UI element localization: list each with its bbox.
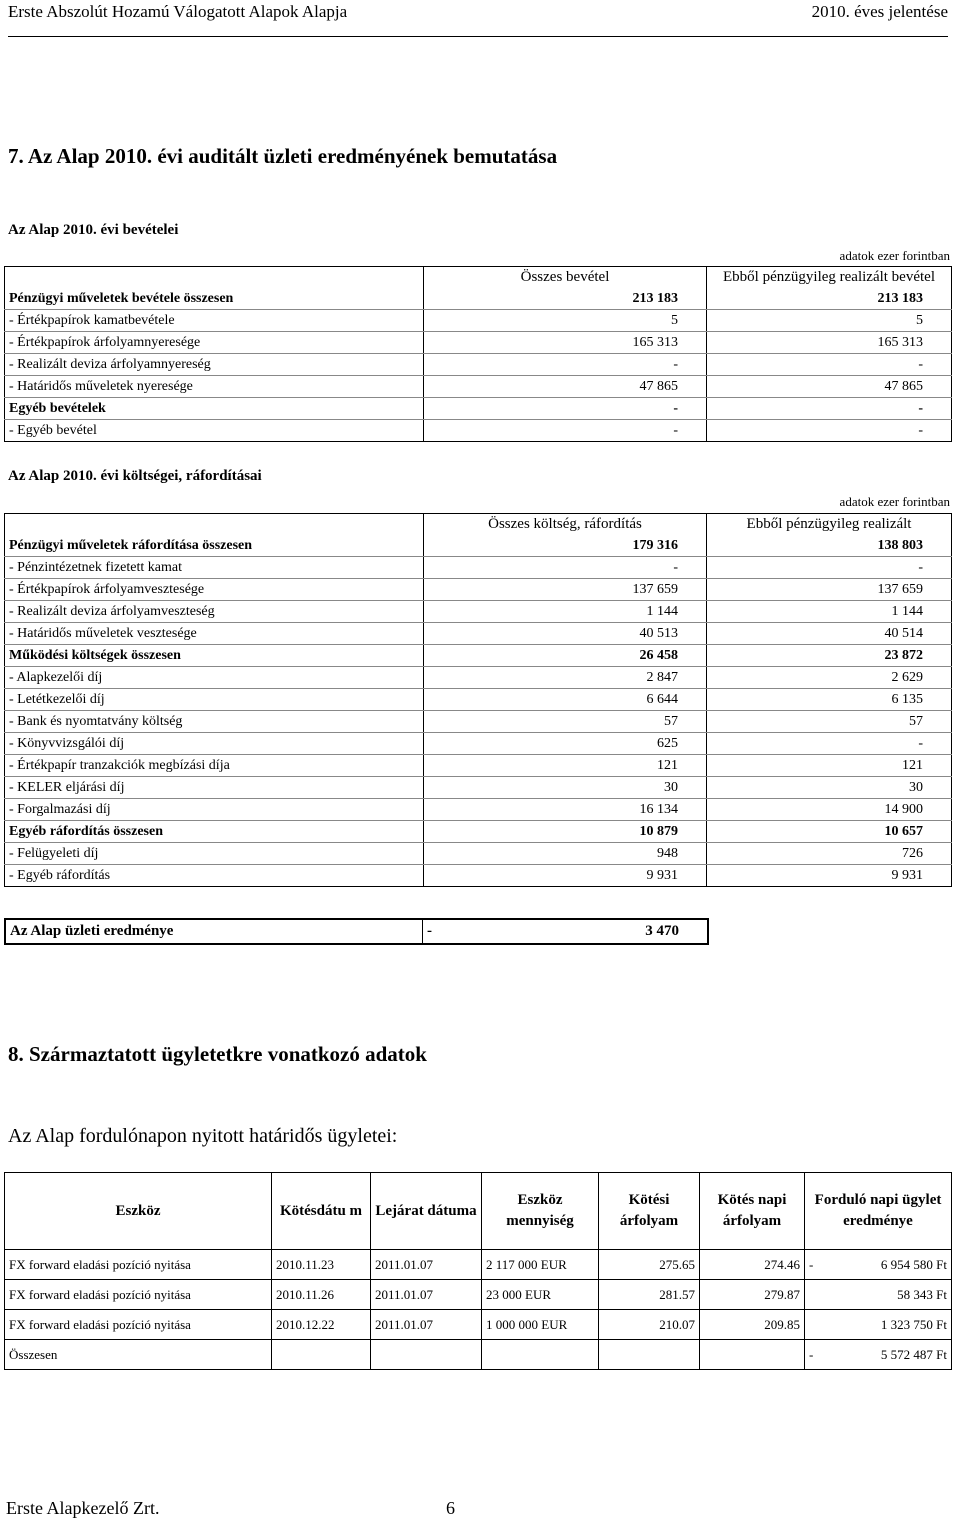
costs-row-total: 26 458 — [424, 645, 707, 667]
costs-row-total: 57 — [424, 711, 707, 733]
fx-trade-date: 2010.12.22 — [272, 1310, 371, 1340]
header-divider — [8, 36, 948, 37]
business-result-label: Az Alap üzleti eredménye — [5, 919, 423, 944]
fx-result-amount: 1 323 750 Ft — [880, 1316, 947, 1332]
costs-row — [5, 667, 952, 689]
fx-maturity: 2011.01.07 — [371, 1310, 482, 1340]
fx-total-sign: - — [809, 1346, 814, 1362]
fx-table-header — [5, 1173, 952, 1250]
costs-row-realized: 6 135 — [707, 689, 952, 711]
fx-strike: 281.57 — [599, 1280, 700, 1310]
income-unit-note: adatok ezer forintban — [839, 248, 950, 263]
costs-row-total: 30 — [424, 777, 707, 799]
income-row-total: - — [424, 354, 707, 376]
costs-row-total: 6 644 — [424, 689, 707, 711]
costs-row-realized: - — [707, 733, 952, 755]
costs-row-label: - Értékpapír tranzakciók megbízási díja — [5, 755, 424, 777]
costs-row-label: - Könyvvizsgálói díj — [5, 733, 424, 755]
income-row-label: Pénzügyi műveletek bevétele összesen — [5, 288, 424, 310]
section-7-title: 7. Az Alap 2010. évi auditált üzleti eredményének bemutatása — [8, 144, 558, 168]
costs-row-label: Pénzügyi műveletek ráfordítása összesen — [5, 535, 424, 557]
costs-row-label: - Forgalmazási díj — [5, 799, 424, 821]
fx-total-empty — [272, 1340, 371, 1370]
costs-row-total: 2 847 — [424, 667, 707, 689]
costs-row-realized: 57 — [707, 711, 952, 733]
costs-row-total: 179 316 — [424, 535, 707, 557]
costs-row-realized: 726 — [707, 843, 952, 865]
fx-total-empty — [371, 1340, 482, 1370]
income-row — [5, 354, 952, 376]
costs-row — [5, 733, 952, 755]
header-fund-name: Erste Abszolút Hozamú Válogatott Alapok Alapja — [8, 2, 348, 21]
income-row — [5, 420, 952, 442]
income-row-realized: - — [707, 354, 952, 376]
costs-row — [5, 579, 952, 601]
fx-head-quantity: Eszköz mennyiség — [482, 1173, 599, 1250]
fx-asset: FX forward eladási pozíció nyitása — [5, 1280, 272, 1310]
costs-row-label: - Alapkezelői díj — [5, 667, 424, 689]
income-row-total: 5 — [424, 310, 707, 332]
costs-row — [5, 711, 952, 733]
costs-row-total: 1 144 — [424, 601, 707, 623]
fx-total-label: Összesen — [5, 1340, 272, 1370]
costs-row-realized: 10 657 — [707, 821, 952, 843]
fx-head-trade-date: Kötésdátu m — [272, 1173, 371, 1250]
income-row-total: 47 865 — [424, 376, 707, 398]
fx-maturity: 2011.01.07 — [371, 1280, 482, 1310]
fx-result — [805, 1310, 952, 1340]
costs-row-realized: 2 629 — [707, 667, 952, 689]
income-table-header — [5, 267, 952, 289]
costs-unit-note: adatok ezer forintban — [839, 494, 950, 509]
fx-head-result: Forduló napi ügylet eredménye — [805, 1173, 952, 1250]
fx-maturity: 2011.01.07 — [371, 1250, 482, 1280]
fx-row — [5, 1310, 952, 1340]
income-row-total: 165 313 — [424, 332, 707, 354]
costs-row-label: - Realizált deviza árfolyamveszteség — [5, 601, 424, 623]
costs-row-total: 625 — [424, 733, 707, 755]
costs-row-label: Egyéb ráfordítás összesen — [5, 821, 424, 843]
income-row-total: - — [424, 420, 707, 442]
fx-result-amount: 6 954 580 Ft — [880, 1256, 947, 1272]
fx-trade-date: 2010.11.23 — [272, 1250, 371, 1280]
fx-quantity: 23 000 EUR — [482, 1280, 599, 1310]
income-subtitle: Az Alap 2010. évi bevételei — [8, 222, 179, 238]
business-result-amount: 3 470 — [645, 923, 679, 939]
costs-row — [5, 535, 952, 557]
income-row-label: - Értékpapírok árfolyamnyeresége — [5, 332, 424, 354]
costs-row — [5, 799, 952, 821]
income-row-label: Egyéb bevételek — [5, 398, 424, 420]
income-col-realized: Ebből pénzügyileg realizált bevétel — [707, 267, 952, 289]
costs-row-realized: 30 — [707, 777, 952, 799]
income-row-label: - Határidős műveletek nyeresége — [5, 376, 424, 398]
costs-row-total: - — [424, 557, 707, 579]
costs-row-total: 10 879 — [424, 821, 707, 843]
fx-quantity: 1 000 000 EUR — [482, 1310, 599, 1340]
costs-row — [5, 689, 952, 711]
fx-total-empty — [599, 1340, 700, 1370]
business-result-sign: - — [427, 923, 432, 939]
section-8-intro: Az Alap fordulónapon nyitott határidős ügyletei: — [8, 1125, 398, 1147]
header-report-title: 2010. éves jelentése — [811, 2, 948, 21]
business-result-value — [423, 919, 709, 944]
fx-total-empty — [700, 1340, 805, 1370]
costs-table — [4, 513, 952, 887]
fx-spot: 209.85 — [700, 1310, 805, 1340]
income-row — [5, 288, 952, 310]
costs-row — [5, 821, 952, 843]
costs-row-label: Működési költségek összesen — [5, 645, 424, 667]
fx-asset: FX forward eladási pozíció nyitása — [5, 1310, 272, 1340]
income-row-realized: 5 — [707, 310, 952, 332]
section-8-title: 8. Származtatott ügyletetkre vonatkozó adatok — [8, 1042, 427, 1066]
footer-company: Erste Alapkezelő Zrt. — [6, 1498, 160, 1518]
fx-forward-table — [4, 1172, 952, 1370]
income-row-total: - — [424, 398, 707, 420]
fx-spot: 274.46 — [700, 1250, 805, 1280]
costs-row-label: - Pénzintézetnek fizetett kamat — [5, 557, 424, 579]
fx-head-asset: Eszköz — [5, 1173, 272, 1250]
fx-trade-date: 2010.11.26 — [272, 1280, 371, 1310]
income-table — [4, 266, 952, 442]
costs-row-total: 137 659 — [424, 579, 707, 601]
costs-row-realized: 23 872 — [707, 645, 952, 667]
income-row-label: - Realizált deviza árfolyamnyereség — [5, 354, 424, 376]
fx-total-row — [5, 1340, 952, 1370]
costs-row — [5, 777, 952, 799]
fx-head-spot: Kötés napi árfolyam — [700, 1173, 805, 1250]
costs-row-total: 121 — [424, 755, 707, 777]
fx-result-sign: - — [809, 1256, 814, 1272]
costs-row-label: - Felügyeleti díj — [5, 843, 424, 865]
costs-row-realized: 9 931 — [707, 865, 952, 887]
fx-result — [805, 1280, 952, 1310]
fx-asset: FX forward eladási pozíció nyitása — [5, 1250, 272, 1280]
costs-row-label: - Egyéb ráfordítás — [5, 865, 424, 887]
income-row-realized: - — [707, 398, 952, 420]
income-row — [5, 376, 952, 398]
costs-row-realized: 138 803 — [707, 535, 952, 557]
costs-col-realized: Ebből pénzügyileg realizált — [707, 514, 952, 536]
costs-row-realized: 121 — [707, 755, 952, 777]
costs-row-total: 9 931 — [424, 865, 707, 887]
costs-row — [5, 865, 952, 887]
costs-row — [5, 623, 952, 645]
costs-row-realized: 40 514 — [707, 623, 952, 645]
fx-strike: 275.65 — [599, 1250, 700, 1280]
income-col-total: Összes bevétel — [424, 267, 707, 289]
costs-row — [5, 645, 952, 667]
fx-result-amount: 58 343 Ft — [897, 1286, 947, 1302]
fx-head-strike: Kötési árfolyam — [599, 1173, 700, 1250]
costs-row-label: - Határidős műveletek vesztesége — [5, 623, 424, 645]
income-row-realized: - — [707, 420, 952, 442]
costs-row-label: - KELER eljárási díj — [5, 777, 424, 799]
fx-quantity: 2 117 000 EUR — [482, 1250, 599, 1280]
fx-total-amount: 5 572 487 Ft — [880, 1346, 947, 1362]
fx-total-empty — [482, 1340, 599, 1370]
business-result-box — [4, 918, 709, 945]
income-row-realized: 213 183 — [707, 288, 952, 310]
income-row-realized: 165 313 — [707, 332, 952, 354]
costs-row — [5, 755, 952, 777]
fx-result — [805, 1250, 952, 1280]
costs-row-realized: - — [707, 557, 952, 579]
costs-row-realized: 1 144 — [707, 601, 952, 623]
fx-spot: 279.87 — [700, 1280, 805, 1310]
costs-row-realized: 14 900 — [707, 799, 952, 821]
costs-table-header — [5, 514, 952, 536]
income-row — [5, 310, 952, 332]
costs-row-label: - Bank és nyomtatvány költség — [5, 711, 424, 733]
fx-row — [5, 1280, 952, 1310]
costs-row-total: 948 — [424, 843, 707, 865]
fx-row — [5, 1250, 952, 1280]
costs-row-label: - Értékpapírok árfolyamvesztesége — [5, 579, 424, 601]
costs-row — [5, 843, 952, 865]
income-row — [5, 332, 952, 354]
costs-row-total: 40 513 — [424, 623, 707, 645]
footer-page-number: 6 — [446, 1498, 455, 1518]
fx-strike: 210.07 — [599, 1310, 700, 1340]
income-row-label: - Értékpapírok kamatbevétele — [5, 310, 424, 332]
fx-total-result — [805, 1340, 952, 1370]
income-row-total: 213 183 — [424, 288, 707, 310]
costs-row-realized: 137 659 — [707, 579, 952, 601]
costs-row-total: 16 134 — [424, 799, 707, 821]
costs-row — [5, 601, 952, 623]
income-row — [5, 398, 952, 420]
costs-row-label: - Letétkezelői díj — [5, 689, 424, 711]
income-row-realized: 47 865 — [707, 376, 952, 398]
income-row-label: - Egyéb bevétel — [5, 420, 424, 442]
costs-col-total: Összes költség, ráfordítás — [424, 514, 707, 536]
fx-head-maturity: Lejárat dátuma — [371, 1173, 482, 1250]
costs-subtitle: Az Alap 2010. évi költségei, ráfordításai — [8, 468, 262, 484]
costs-row — [5, 557, 952, 579]
